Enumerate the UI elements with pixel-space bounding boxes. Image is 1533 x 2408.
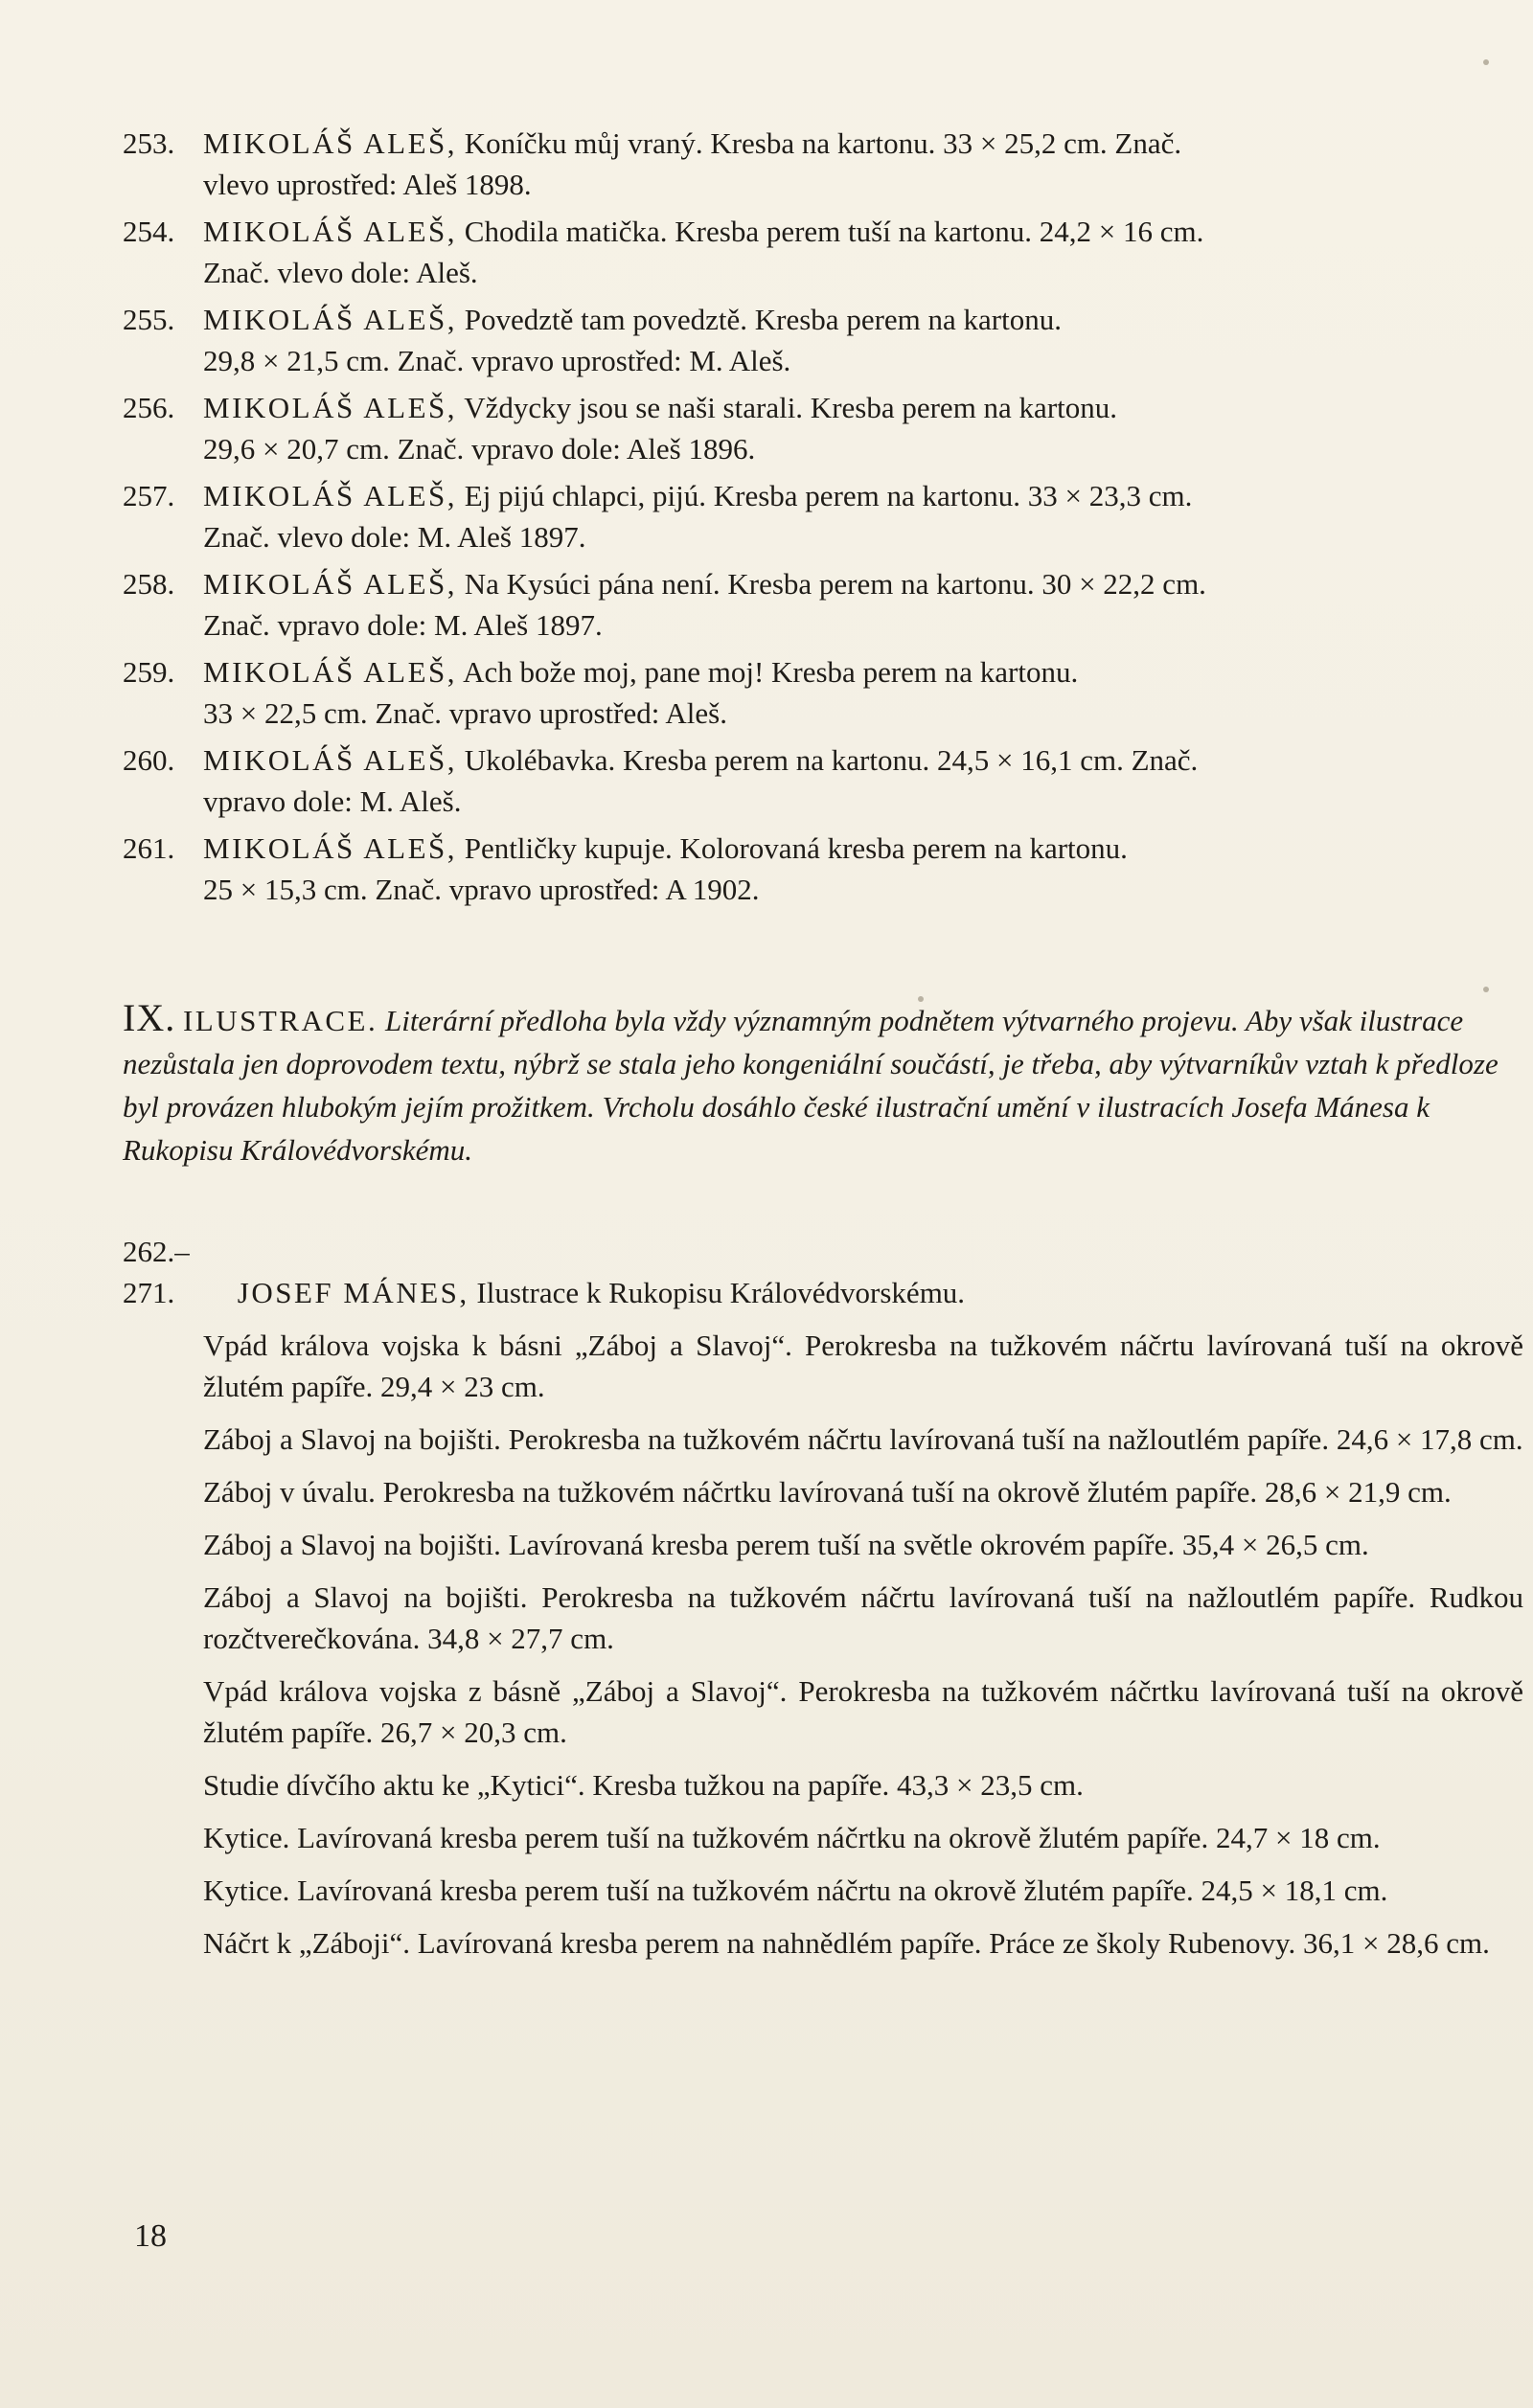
entry-description: Na Kysúci pána není. Kresba perem na kartonu. 30 × 22,2 cm. <box>464 567 1206 601</box>
group-number: 262.–271. <box>123 1235 190 1309</box>
paper-speck <box>1483 987 1489 992</box>
page-content <box>123 123 1523 1964</box>
catalog-entry-257 <box>123 475 1523 557</box>
entry-description: Koníčku můj vraný. Kresba na kartonu. 33 × 25,2 cm. Znač. <box>464 126 1182 160</box>
group-item: Záboj a Slavoj na bojišti. Perokresba na tužkovém náčrtu lavírovaná tuší na nažloutlém papíře. 24,6 × 17,8 cm. <box>203 1422 1523 1456</box>
page-number: 18 <box>134 2218 167 2254</box>
group-item: Studie dívčího aktu ke „Kytici“. Kresba tužkou na papíře. 43,3 × 23,5 cm. <box>203 1768 1084 1802</box>
group-item: Kytice. Lavírovaná kresba perem tuší na tužkovém náčrtu na okrově žlutém papíře. 24,5 × 18,1 cm. <box>203 1874 1388 1907</box>
group-author: JOSEF MÁNES, <box>237 1276 469 1309</box>
entry-author: MIKOLÁŠ ALEŠ, <box>203 215 458 248</box>
entry-number: 256. <box>123 391 175 424</box>
entry-continuation: Znač. vpravo dole: M. Aleš 1897. <box>203 608 603 642</box>
group-item: Vpád králova vojska k básni „Záboj a Slavoj“. Perokresba na tužkovém náčrtu lavírovaná tuší na okrově žlutém papíře. 29,4 × 23 cm. <box>203 1329 1523 1403</box>
entry-number: 259. <box>123 655 175 689</box>
entry-author: MIKOLÁŠ ALEŠ, <box>203 743 458 777</box>
catalog-entry-253 <box>123 123 1523 205</box>
section-illustrations <box>123 996 1523 1171</box>
entry-description: Ukolébavka. Kresba perem na kartonu. 24,5 × 16,1 cm. Znač. <box>464 743 1199 777</box>
entry-continuation: vpravo dole: M. Aleš. <box>203 784 462 818</box>
paper-speck <box>918 996 924 1002</box>
entry-number: 254. <box>123 215 175 248</box>
entry-continuation: Znač. vlevo dole: M. Aleš 1897. <box>203 520 586 554</box>
entry-author: MIKOLÁŠ ALEŠ, <box>203 303 458 336</box>
group-item: Záboj v úvalu. Perokresba na tužkovém náčrtku lavírovaná tuší na okrově žlutém papíře. 28,6 × 21,9 cm. <box>203 1475 1452 1509</box>
entry-description: Ach bože moj, pane moj! Kresba perem na kartonu. <box>463 655 1079 689</box>
group-item: Záboj a Slavoj na bojišti. Perokresba na tužkovém náčrtu lavírovaná tuší na nažloutlém papíře. Rudkou rozčtverečkována. 34,8 × 27,7 cm. <box>203 1580 1523 1655</box>
entry-author: MIKOLÁŠ ALEŠ, <box>203 391 458 424</box>
entry-description: Pentličky kupuje. Kolorovaná kresba perem na kartonu. <box>464 831 1128 865</box>
entry-author: MIKOLÁŠ ALEŠ, <box>203 479 458 512</box>
entry-description: Vždycky jsou se naši starali. Kresba perem na kartonu. <box>464 391 1118 424</box>
entry-number: 257. <box>123 479 175 512</box>
entry-author: MIKOLÁŠ ALEŠ, <box>203 126 458 160</box>
entry-number: 255. <box>123 303 175 336</box>
group-item: Náčrt k „Záboji“. Lavírovaná kresba perem na nahnědlém papíře. Práce ze školy Rubenovy. 36,1 × 28,6 cm. <box>203 1926 1490 1960</box>
entry-description: Ej pijú chlapci, pijú. Kresba perem na kartonu. 33 × 23,3 cm. <box>464 479 1193 512</box>
catalog-entry-260 <box>123 739 1523 822</box>
catalog-entry-258 <box>123 563 1523 646</box>
catalog-entry-261 <box>123 828 1523 910</box>
entry-number: 261. <box>123 831 175 865</box>
group-item: Záboj a Slavoj na bojišti. Lavírovaná kresba perem tuší na světle okrovém papíře. 35,4 × 26,5 cm. <box>203 1528 1369 1561</box>
entry-continuation: 29,6 × 20,7 cm. Znač. vpravo dole: Aleš 1896. <box>203 432 756 466</box>
group-title: Ilustrace k Rukopisu Královédvorskému. <box>476 1276 966 1309</box>
entry-continuation: 29,8 × 21,5 cm. Znač. vpravo uprostřed: M. Aleš. <box>203 344 791 377</box>
paper-speck <box>1483 59 1489 65</box>
entry-description: Chodila matička. Kresba perem tuší na kartonu. 24,2 × 16 cm. <box>464 215 1204 248</box>
group-item: Vpád králova vojska z básně „Záboj a Slavoj“. Perokresba na tužkovém náčrtku lavírovaná tuší na okrově žlutém papíře. 26,7 × 20,3 cm. <box>203 1674 1523 1749</box>
entry-continuation: 25 × 15,3 cm. Znač. vpravo uprostřed: A 1902. <box>203 873 760 906</box>
group-entry-heading <box>123 1231 1523 1313</box>
group-item: Kytice. Lavírovaná kresba perem tuší na tužkovém náčrtku na okrově žlutém papíře. 24,7 × 18 cm. <box>203 1821 1381 1854</box>
section-title: ILUSTRACE. <box>182 1004 378 1037</box>
entry-number: 258. <box>123 567 175 601</box>
entry-continuation: 33 × 22,5 cm. Znač. vpravo uprostřed: Aleš. <box>203 696 727 730</box>
catalog-entry-255 <box>123 299 1523 381</box>
entry-author: MIKOLÁŠ ALEŠ, <box>203 567 458 601</box>
catalog-entry-259 <box>123 651 1523 734</box>
entry-author: MIKOLÁŠ ALEŠ, <box>203 831 458 865</box>
catalog-entry-254 <box>123 211 1523 293</box>
catalog-entry-256 <box>123 387 1523 469</box>
entry-description: Povedztě tam povedztě. Kresba perem na kartonu. <box>464 303 1062 336</box>
section-intro: Literární předloha byla vždy významným podnětem výtvarného projevu. Aby však ilustrace nezůstala jen doprovodem textu, nýbrž se stala jeho kongeniální součástí, je třeba, aby výtvarníkův vztah k předloze byl provázen hlubokým jejím prožitkem. Vrcholu dosáhlo české ilustrační umění v ilustracích Josefa Mánesa k Rukopisu Královédvorskému. <box>123 1004 1499 1167</box>
entry-continuation: Znač. vlevo dole: Aleš. <box>203 256 478 289</box>
section-number: IX. <box>123 996 176 1039</box>
entry-continuation: vlevo uprostřed: Aleš 1898. <box>203 168 532 201</box>
entry-author: MIKOLÁŠ ALEŠ, <box>203 655 458 689</box>
entry-number: 260. <box>123 743 175 777</box>
entry-number: 253. <box>123 126 175 160</box>
